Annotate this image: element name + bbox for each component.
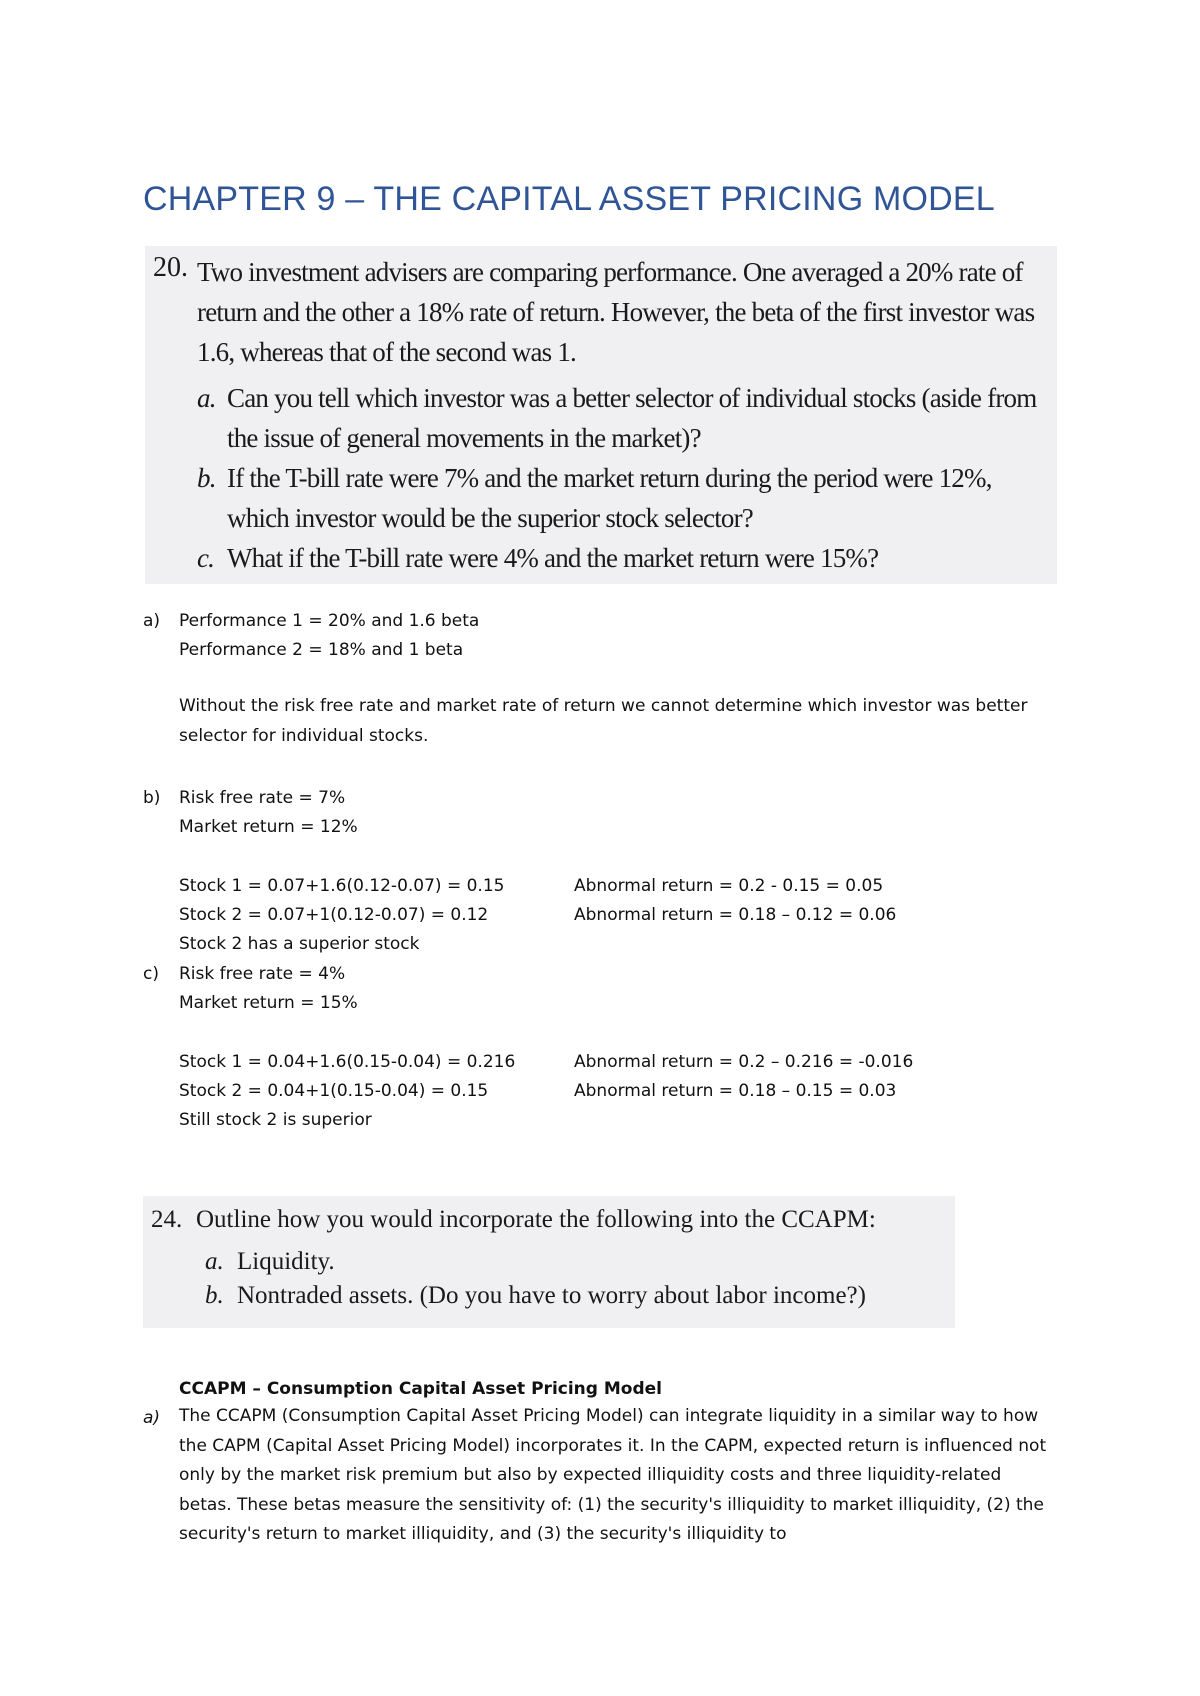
answer-c-line-2: Market return = 15% <box>179 993 358 1013</box>
answer-24-paragraph: The CCAPM (Consumption Capital Asset Pricing Model) can integrate liquidity in a similar way to how the CAPM (Capital Asset Pricing Model) incorporates it. In the CAPM, expected return is influenced not only by the market risk premium but also by expected illiquidity costs and three liquidity-related betas. These betas measure the sensitivity of: (1) the security's illiquidity to market illiquidity, (2) the security's return to market illiquidity, and (3) the security's illiquidity to <box>179 1406 1047 1544</box>
question-item-a: a. Can you tell which investor was a better selector of individual stocks (aside from the issue of general movements in the market)? <box>197 383 1037 453</box>
answer-c-abnormal-2: Abnormal return = 0.18 – 0.15 = 0.03 <box>574 1081 897 1101</box>
ccapm-heading: CCAPM – Consumption Capital Asset Pricing Model <box>179 1379 662 1399</box>
answer-b-abnormal-2: Abnormal return = 0.18 – 0.12 = 0.06 <box>574 905 897 925</box>
question-24-box <box>143 1196 955 1328</box>
answer-label-a: a) <box>143 611 161 631</box>
question-stem: Outline how you would incorporate the following into the CCAPM: <box>196 1206 876 1233</box>
answer-b-abnormal-1: Abnormal return = 0.2 - 0.15 = 0.05 <box>574 876 884 896</box>
answer-c-stock-1: Stock 1 = 0.04+1.6(0.15-0.04) = 0.216 <box>179 1052 516 1072</box>
question-item-b: b. If the T-bill rate were 7% and the market return during the period were 12%, which investor would be the superior stock selector? <box>197 463 992 533</box>
answer-b-conclusion: Stock 2 has a superior stock <box>179 934 420 954</box>
answer-a-line-1: Performance 1 = 20% and 1.6 beta <box>179 611 480 631</box>
question-item-b: b. Nontraded assets. (Do you have to worry about labor income?) <box>205 1282 866 1309</box>
question-stem: Two investment advisers are comparing performance. One averaged a 20% rate of return and the other a 18% rate of return. However, the beta of the first investor was 1.6, whereas that of the second was 1. <box>197 257 1035 367</box>
chapter-title: CHAPTER 9 – THE CAPITAL ASSET PRICING MODEL <box>143 180 995 218</box>
answer-label-b: b) <box>143 788 161 808</box>
answer-c-abnormal-1: Abnormal return = 0.2 – 0.216 = -0.016 <box>574 1052 914 1072</box>
answer-c-conclusion: Still stock 2 is superior <box>179 1110 372 1130</box>
answer-c-stock-2: Stock 2 = 0.04+1(0.15-0.04) = 0.15 <box>179 1081 489 1101</box>
question-20-box <box>145 246 1057 584</box>
answer-b-line-2: Market return = 12% <box>179 817 358 837</box>
question-item-c: c. What if the T-bill rate were 4% and the market return were 15%? <box>197 543 879 573</box>
answer-b-stock-1: Stock 1 = 0.07+1.6(0.12-0.07) = 0.15 <box>179 876 505 896</box>
answer-b-stock-2: Stock 2 = 0.07+1(0.12-0.07) = 0.12 <box>179 905 489 925</box>
question-item-a: a. Liquidity. <box>205 1248 335 1275</box>
question-number: 20. <box>153 252 188 283</box>
answer-label-c: c) <box>143 964 159 984</box>
answer-label-a: a) <box>143 1408 161 1428</box>
answer-a-paragraph: Without the risk free rate and market rate of return we cannot determine which investor was better selector for individual stocks. <box>179 696 1028 746</box>
answer-a-line-2: Performance 2 = 18% and 1 beta <box>179 640 464 660</box>
answer-c-line-1: Risk free rate = 4% <box>179 964 346 984</box>
question-number: 24. <box>151 1206 183 1233</box>
answer-b-line-1: Risk free rate = 7% <box>179 788 346 808</box>
